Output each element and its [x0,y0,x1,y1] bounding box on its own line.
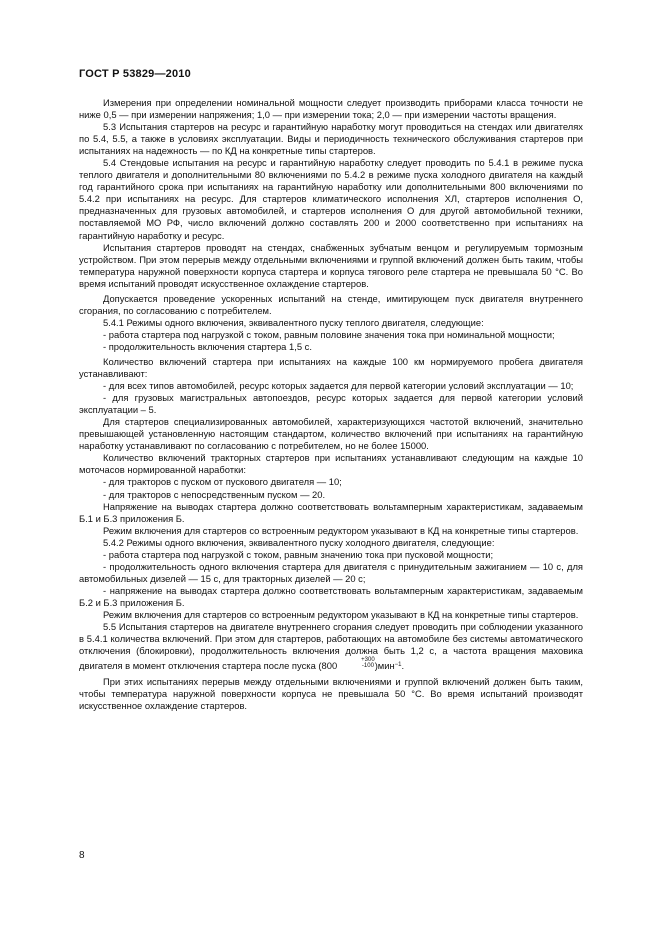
list-item: - продолжительность одного включения стартера для двигателя с принудительным зажиганием — 10 с, для автомобильных дизелей — 15 с, для тракторных дизелей — 20 с; [79,560,583,584]
document-body [79,97,583,712]
paragraph: 5.3 Испытания стартеров на ресурс и гарантийную наработку могут проводиться на стендах или двигателях по 5.4, 5.5, а также в условиях эксплуатации. Виды и периодичность технического обслуживания стартеров при испытаниях на надежность — по КД на конкретные типы стартеров. [79,121,583,157]
paragraph-text: 5.5 Испытания стартеров на двигателе внутреннего сгорания следует проводить при соблюдении указанного в 5.4.1 количества включений. При этом для стартеров, работающих на автомобиле без системы автоматического отключения (блокировки), продолжительность включения должна быть 1,2 с, а частота вращения маховика двигателя в момент отключения стартера после пуска (800 [79,621,583,672]
list-item: - для грузовых магистральных автопоездов, ресурс которых задается для первой категории условий эксплуатации – 5. [79,392,583,416]
formula-unit: )мин [374,660,395,672]
list-item: - продолжительность включения стартера 1,5 с. [103,340,312,352]
formula-end: . [401,660,405,672]
paragraph: Допускается проведение ускоренных испытаний на стенде, имитирующем пуск двигателя внутреннего сгорания, по согласованию с потребителем. [79,292,583,316]
paragraph-with-formula [79,621,583,672]
paragraph: Измерения при определении номинальной мощности следует производить приборами класса точности не ниже 0,5 — при измерении напряжения; 1,0 — при измерении тока; 2,0 — при измерении частоты вращения. [79,97,583,121]
list-item: - для тракторов с пуском от пускового двигателя — 10; [103,476,342,488]
paragraph: Режим включения для стартеров со встроенным редуктором указывают в КД на конкретные типы стартеров. [103,524,579,536]
tolerance-lower: -100 [361,663,374,670]
list-item: - напряжение на выводах стартера должно соответствовать вольтамперным характеристикам, задаваемым Б.2 и Б.3 приложения Б. [79,584,583,608]
paragraph: Напряжение на выводах стартера должно соответствовать вольтамперным характеристикам, задаваемым Б.1 и Б.3 приложения Б. [79,500,583,524]
paragraph: Количество включений тракторных стартеров при испытаниях устанавливают следующим на каждые 10 моточасов нормированной наработки: [79,452,583,476]
tolerance-fraction [337,657,375,669]
list-item: - для тракторов с непосредственным пуском — 20. [103,488,326,500]
paragraph: 5.4 Стендовые испытания на ресурс и гарантийную наработку следует проводить по 5.4.1 в режиме пуска теплого двигателя и дополнительными 80 включениями по 5.4.2 в режиме пуска холодного двигателя на каждый год гарантийного срока при испытаниях на гарантийную наработку или дополнительными 800 включениями по 5.4.2 при испытаниях на ресурс. Для стартеров климатического исполнения ХЛ, стартеров исполнения О, предназначенных для грузовых автомобилей, и стартеров исполнения О для другой автомобильной техники, поставляемой МО РФ, число включений должно составлять 200 и 2000 соответственно при испытаниях на гарантийную наработку и ресурс. [79,157,583,241]
paragraph: При этих испытаниях перерыв между отдельными включениями и группой включений должен быть таким, чтобы температура наружной поверхности корпуса не превышала 50 °С. Во время испытаний производят искусственное охлаждение стартеров. [79,676,583,712]
list-item: - работа стартера под нагрузкой с током, равным половине значения тока при номинальной мощности; [103,328,555,340]
list-item: - работа стартера под нагрузкой с током, равным значению тока при пусковой мощности; [103,548,494,560]
paragraph: Для стартеров специализированных автомобилей, характеризующихся частотой включений, значительно превышающей установленную настоящим стандартом, количество включений при испытаниях на гарантийную наработку устанавливают по согласованию с потребителем, но не более 15000. [79,416,583,452]
list-item: - для всех типов автомобилей, ресурс которых задается для первой категории условий эксплуатации — 10; [103,380,574,392]
page-number: 8 [79,850,85,861]
paragraph: 5.4.1 Режимы одного включения, эквивалентного пуску теплого двигателя, следующие: [103,316,484,328]
paragraph: Испытания стартеров проводят на стендах, снабженных зубчатым венцом и регулируемым тормозным устройством. При этом перерыв между отдельными включениями и группой включений должен быть таким, чтобы температура наружной поверхности корпуса стартера и корпуса тягового реле стартера не превышала 50 °С. Во время испытаний проводят искусственное охлаждение стартеров. [79,241,583,289]
paragraph: Количество включений стартера при испытаниях на каждые 100 км нормируемого пробега двигателя устанавливают: [79,355,583,380]
formula-exponent: −1 [394,662,402,669]
document-header: ГОСТ Р 53829—2010 [79,68,191,80]
tolerance-upper: +300 [361,657,375,664]
paragraph: Режим включения для стартеров со встроенным редуктором указывают в КД на конкретные типы стартеров. [103,608,579,620]
paragraph: 5.4.2 Режимы одного включения, эквивалентного пуску холодного двигателя, следующие: [103,536,495,548]
